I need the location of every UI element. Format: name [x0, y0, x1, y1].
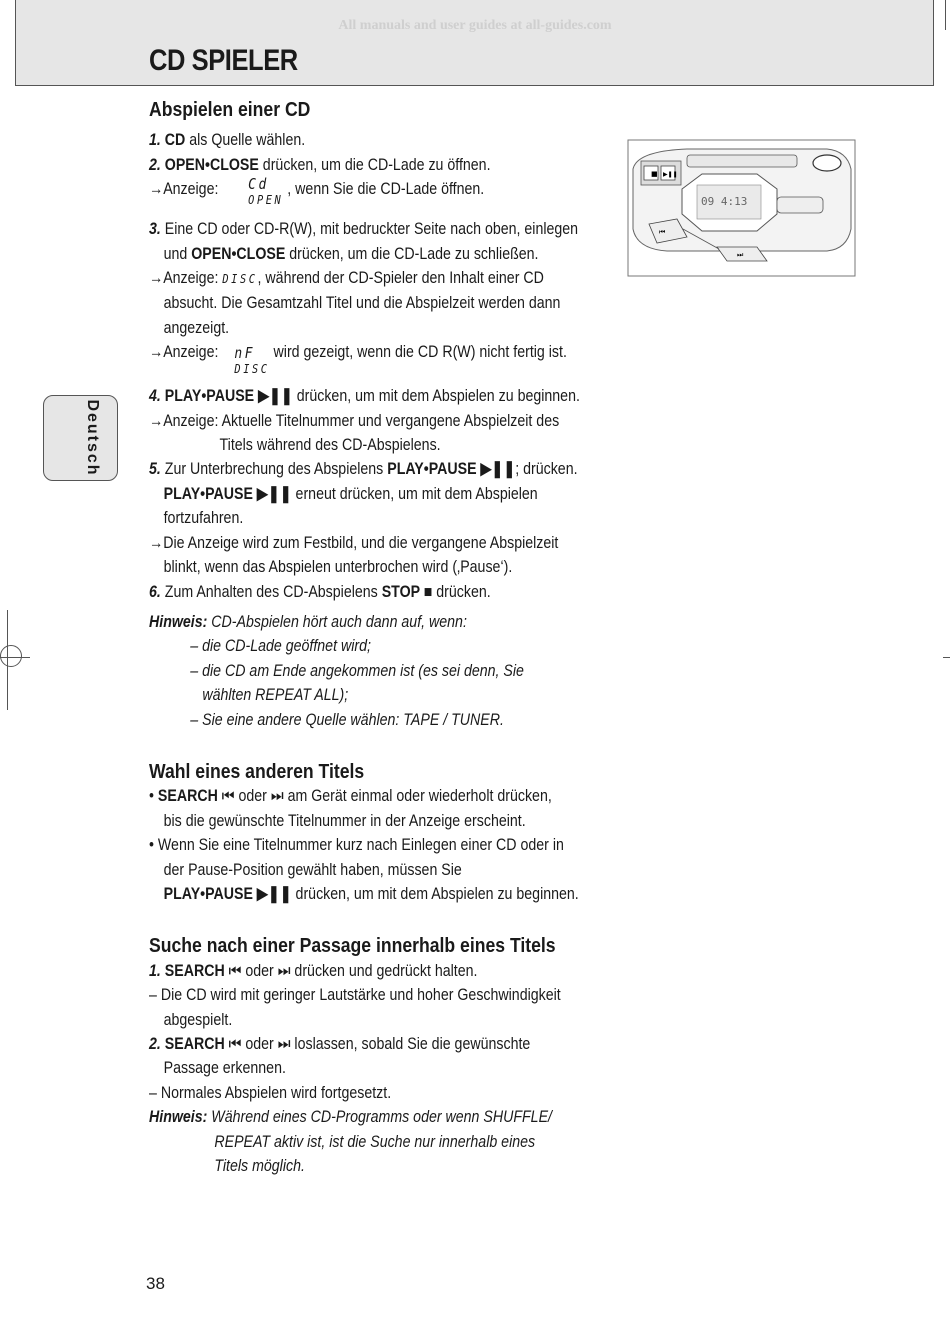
arrow-icon: →: [149, 343, 164, 362]
bullet-2-cont: PLAY•PAUSE ▶❚❚ drücken, um mit dem Abspielen zu beginnen.: [163, 884, 579, 903]
step-4: 4. PLAY•PAUSE ▶❚❚ drücken, um mit dem Abspielen zu beginnen.: [149, 387, 580, 406]
svg-text:▶❚❚: ▶❚❚: [663, 171, 678, 178]
step-1: 1. CD als Quelle wählen.: [149, 131, 306, 150]
step-6: 6. Zum Anhalten des CD-Abspielens STOP ■ drücken.: [149, 582, 491, 601]
cd-player-illustration: [627, 139, 857, 279]
bullet-icon: •: [149, 836, 158, 855]
lcd-display: DISC: [222, 272, 258, 287]
language-tab: [43, 395, 118, 481]
display-note-2-cont: absucht. Die Gesamtzahl Titel und die Abspielzeit werden dann: [163, 294, 561, 313]
display-note-4: →Anzeige: Aktuelle Titelnummer und vergangene Abspielzeit des: [149, 411, 560, 430]
bullet-2: • Wenn Sie eine Titelnummer kurz nach Einlegen einer CD oder in: [149, 836, 564, 855]
search-dash-2: – Normales Abspielen wird fortgesetzt.: [149, 1083, 392, 1102]
display-note-2: →Anzeige: DISC, während der CD-Spieler den Inhalt einer CD: [149, 269, 544, 288]
lcd-display: nF: [234, 344, 256, 363]
step-5-cont: PLAY•PAUSE ▶❚❚ erneut drücken, um mit dem Abspielen: [163, 484, 538, 503]
hint-2-cont: Titels möglich.: [214, 1157, 305, 1176]
crop-circle: [0, 645, 22, 667]
hint-1-item: – die CD-Lade geöffnet wird;: [190, 637, 371, 656]
step-3-cont: und OPEN•CLOSE drücken, um die CD-Lade zu schließen.: [163, 244, 539, 263]
search-dash-1: – Die CD wird mit geringer Lautstärke und hoher Geschwindigkeit: [149, 986, 561, 1005]
section-heading-play-cd: Abspielen einer CD: [149, 99, 311, 121]
hint-1-item: – Sie eine andere Quelle wählen: TAPE / TUNER.: [190, 710, 504, 729]
page-title: CD SPIELER: [149, 44, 298, 77]
display-note-5-cont: blinkt, wenn das Abspielen unterbrochen wird (‚Pause‘).: [163, 558, 513, 577]
display-note-1: →Anzeige: Cd OPEN , wenn Sie die CD-Lade öffnen.: [149, 175, 485, 208]
arrow-icon: →: [149, 269, 164, 288]
crop-mark: [945, 0, 946, 30]
page-number: 38: [146, 1274, 165, 1293]
hint-1: Hinweis: CD-Abspielen hört auch dann auf, wenn:: [149, 612, 467, 631]
lcd-display: DISC: [234, 362, 270, 377]
display-note-5: →Die Anzeige wird zum Festbild, und die vergangene Abspielzeit: [149, 533, 559, 552]
lcd-display: Cd: [248, 175, 269, 194]
bullet-1: • SEARCH ⏮ oder ⏭ am Gerät einmal oder wiederholt drücken,: [149, 787, 552, 806]
hint-2: Hinweis: Während eines CD-Programms oder wenn SHUFFLE/: [149, 1108, 552, 1127]
step-5-cont: fortzufahren.: [163, 509, 244, 528]
search-step-1: 1. SEARCH ⏮ oder ⏭ drücken und gedrückt halten.: [149, 961, 478, 980]
hint-2-cont: REPEAT aktiv ist, ist die Suche nur innerhalb eines: [214, 1132, 536, 1151]
section-heading-select-track: Wahl eines anderen Titels: [149, 760, 365, 783]
section-heading-search-passage: Suche nach einer Passage innerhalb eines Titels: [149, 935, 556, 958]
arrow-icon: →: [149, 533, 164, 552]
search-step-2: 2. SEARCH ⏮ oder ⏭ loslassen, sobald Sie die gewünschte: [149, 1035, 531, 1053]
crop-mark: [943, 657, 950, 658]
step-2: 2. OPEN•CLOSE drücken, um die CD-Lade zu öffnen.: [149, 155, 491, 174]
arrow-icon: →: [149, 411, 164, 430]
step-5: 5. Zur Unterbrechung des Abspielens PLAY•PAUSE ▶❚❚; drücken.: [149, 460, 578, 479]
watermark: All manuals and user guides at all-guides.com: [338, 18, 612, 33]
svg-text:■: ■: [651, 170, 658, 178]
lcd-display: OPEN: [248, 193, 284, 208]
bullet-icon: •: [149, 787, 158, 806]
arrow-icon: →: [149, 180, 164, 199]
manual-content: [149, 98, 619, 1178]
svg-text:⏮: ⏮: [659, 228, 666, 236]
bullet-2-cont: der Pause-Position gewählt haben, müssen Sie: [163, 860, 462, 879]
display-note-3: →Anzeige: nF DISC wird gezeigt, wenn die CD R(W) nicht fertig ist.: [149, 343, 567, 377]
search-step-2-cont: Passage erkennen.: [163, 1059, 286, 1078]
display-note-2-cont: angezeigt.: [163, 318, 230, 337]
language-tab-label: Deutsch: [84, 399, 101, 477]
search-dash-1-cont: abgespielt.: [163, 1010, 233, 1029]
display-note-4-cont: Titels während des CD-Abspielens.: [219, 436, 441, 455]
svg-text:⏭: ⏭: [737, 251, 744, 259]
bullet-1-cont: bis die gewünschte Titelnummer in der Anzeige erscheint.: [163, 811, 526, 830]
hint-1-item: – die CD am Ende angekommen ist (es sei denn, Sie: [190, 661, 524, 680]
lcd-time-readout: 09 4:13: [701, 195, 748, 208]
hint-1-item: wählten REPEAT ALL);: [202, 686, 349, 705]
step-3: 3. Eine CD oder CD-R(W), mit bedruckter Seite nach oben, einlegen: [149, 220, 579, 239]
